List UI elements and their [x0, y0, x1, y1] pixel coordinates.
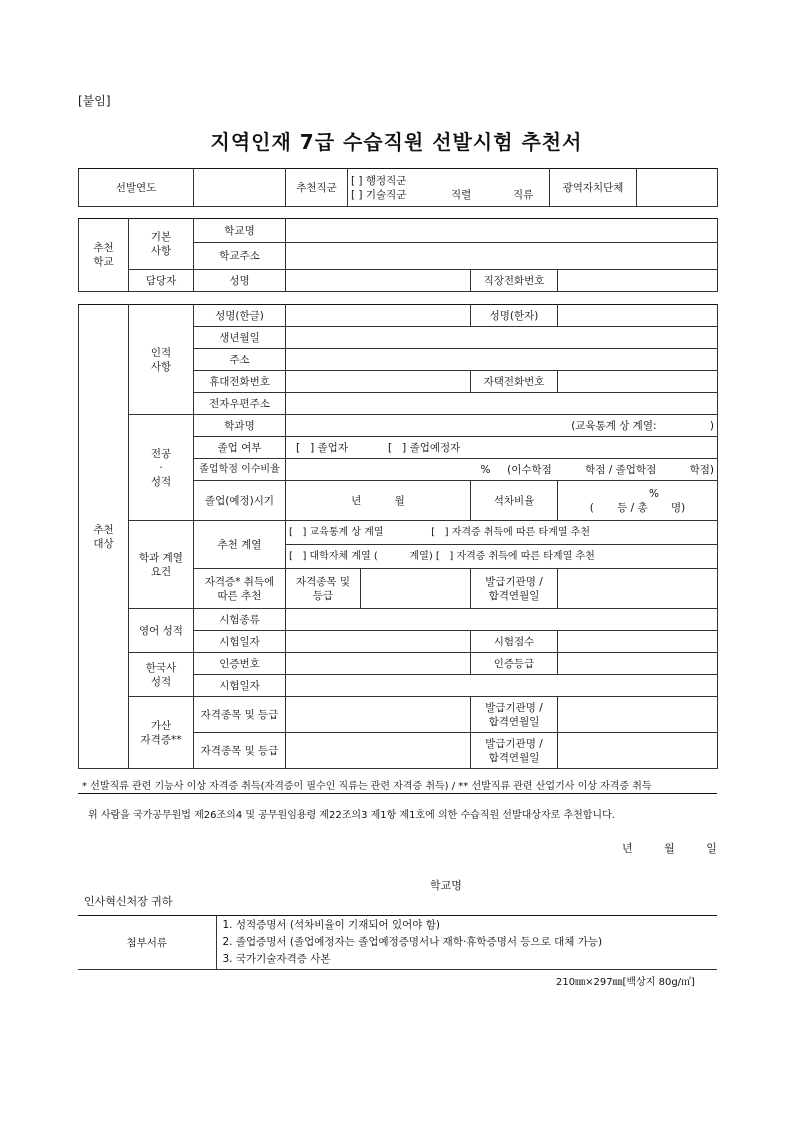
- school-name-sign: 학교명: [430, 879, 462, 892]
- name-han-label: 성명(한자): [471, 305, 558, 327]
- rec-field-row2[interactable]: [ ] 대학자체 계열 ( 계열) [ ] 자격증 취득에 따른 타계열 추천: [286, 545, 718, 569]
- bonus-issuer-label-2: 발급기관명 / 합격연월일: [471, 733, 558, 769]
- english-score-field[interactable]: [558, 631, 718, 653]
- english-type-label: 시험종류: [194, 609, 286, 631]
- history-date-field[interactable]: [286, 675, 718, 697]
- history-certno-field[interactable]: [286, 653, 471, 675]
- job-admin: [ ] 행정직군: [351, 174, 407, 187]
- bonus-kind-field-1[interactable]: [286, 697, 471, 733]
- footnote-divider: [78, 793, 717, 794]
- school-basic-label: 기본 사항: [129, 219, 194, 270]
- rank-value: ( 등 / 총 명): [589, 501, 686, 514]
- rank-field[interactable]: [558, 481, 718, 521]
- rec-field-label: 추천 계열: [194, 521, 286, 569]
- job-tech: [ ] 기술직군: [351, 188, 407, 201]
- history-date-label: 시험일자: [194, 675, 286, 697]
- grad-time-field[interactable]: 년 월: [286, 481, 471, 521]
- address-field[interactable]: [286, 349, 718, 371]
- birth-label: 생년월일: [194, 327, 286, 349]
- bonus-group-label: 가산 자격증**: [129, 697, 194, 769]
- region-value[interactable]: [637, 169, 718, 207]
- staff-phone-label: 직장전화번호: [471, 270, 558, 292]
- bonus-kind-field-2[interactable]: [286, 733, 471, 769]
- field-group-label: 학과 계열 요건: [129, 521, 194, 609]
- mobile-label: 휴대전화번호: [194, 371, 286, 393]
- candidate-section-label: 추천 대상: [79, 305, 129, 769]
- major-group-label: 전공 · 성적: [129, 415, 194, 521]
- bonus-kind-label-2: 자격종목 및 등급: [194, 733, 286, 769]
- rank-pct: %: [649, 487, 659, 500]
- birth-field[interactable]: [286, 327, 718, 349]
- school-section-label: 추천 학교: [79, 219, 129, 292]
- staff-name-label: 성명: [194, 270, 286, 292]
- history-certno-label: 인증번호: [194, 653, 286, 675]
- year-label: 선발연도: [79, 169, 194, 207]
- english-date-label: 시험일자: [194, 631, 286, 653]
- recommend-sentence: 위 사람을 국가공무원법 제26조의4 및 공무원임용령 제22조의3 제1항 제1호에 의한 수습직원 선발대상자로 추천합니다.: [88, 810, 615, 821]
- job-field: 직류: [513, 188, 534, 201]
- paper-spec: 210㎜×297㎜[백상지 80g/㎡]: [556, 977, 695, 988]
- job-series: 직렬: [451, 188, 472, 201]
- school-address-label: 학교주소: [194, 243, 286, 270]
- english-type-field[interactable]: [286, 609, 718, 631]
- attachment-item-2: 2. 졸업증명서 (졸업예정자는 졸업예정증명서나 재학·휴학증명서 등으로 대체 가능): [222, 936, 603, 948]
- rec-field-row1[interactable]: [ ] 교육통계 상 계열 [ ] 자격증 취득에 따른 타계열 추천: [286, 521, 718, 545]
- english-score-label: 시험점수: [471, 631, 558, 653]
- grad-label: 졸업 여부: [194, 437, 286, 459]
- attachments-list: [216, 916, 717, 970]
- cert-issuer-label: 발급기관명 / 합격연월일: [471, 569, 558, 609]
- bonus-issuer-label-1: 발급기관명 / 합격연월일: [471, 697, 558, 733]
- grad-time-label: 졸업(예정)시기: [194, 481, 286, 521]
- cert-kind-label: 자격종목 및 등급: [286, 569, 361, 609]
- cert-kind-field[interactable]: [361, 569, 471, 609]
- name-kor-label: 성명(한글): [194, 305, 286, 327]
- english-group-label: 영어 성적: [129, 609, 194, 653]
- school-name-label: 학교명: [194, 219, 286, 243]
- credit-field[interactable]: % (이수학점 학점 / 졸업학점 학점): [286, 459, 718, 481]
- staff-name-field[interactable]: [286, 270, 471, 292]
- email-label: 전자우편주소: [194, 393, 286, 415]
- job-options[interactable]: [348, 169, 550, 207]
- history-grade-field[interactable]: [558, 653, 718, 675]
- region-label: 광역자치단체: [550, 169, 637, 207]
- staff-label: 담당자: [129, 270, 194, 292]
- bonus-kind-label-1: 자격종목 및 등급: [194, 697, 286, 733]
- attachments-table: [78, 915, 717, 970]
- personal-group-label: 인적 사항: [129, 305, 194, 415]
- school-name-field[interactable]: [286, 219, 718, 243]
- page-title: 지역인재 7급 수습직원 선발시험 추천서: [210, 130, 583, 154]
- dept-label: 학과명: [194, 415, 286, 437]
- email-field[interactable]: [286, 393, 718, 415]
- recipient: 인사혁신처장 귀하: [84, 895, 173, 908]
- home-phone-label: 자택전화번호: [471, 371, 558, 393]
- footnote: * 선발직류 관련 기능사 이상 자격증 취득(자격증이 필수인 직류는 관련 자격증 취득) / ** 선발직류 관련 산업기사 이상 자격증 취득: [82, 781, 652, 792]
- history-group-label: 한국사 성적: [129, 653, 194, 697]
- attachment-item-3: 3. 국가기술자격증 사본: [222, 953, 331, 965]
- bonus-issuer-field-1[interactable]: [558, 697, 718, 733]
- rank-label: 석차비율: [471, 481, 558, 521]
- attachment-label: [붙임]: [78, 94, 111, 108]
- staff-phone-field[interactable]: [558, 270, 718, 292]
- year-value[interactable]: [194, 169, 286, 207]
- credit-label: 졸업학점 이수비율: [194, 459, 286, 481]
- attachments-label: 첨부서류: [78, 916, 216, 970]
- cert-issuer-field[interactable]: [558, 569, 718, 609]
- attachment-item-1: 1. 성적증명서 (석차비율이 기재되어 있어야 함): [222, 919, 440, 931]
- cert-label: 자격증* 취득에 따른 추천: [194, 569, 286, 609]
- address-label: 주소: [194, 349, 286, 371]
- grad-field[interactable]: [ ] 졸업자 [ ] 졸업예정자: [286, 437, 718, 459]
- english-date-field[interactable]: [286, 631, 471, 653]
- home-phone-field[interactable]: [558, 371, 718, 393]
- bonus-issuer-field-2[interactable]: [558, 733, 718, 769]
- job-label: 추천직군: [286, 169, 348, 207]
- name-han-field[interactable]: [558, 305, 718, 327]
- header-table: [78, 168, 718, 207]
- mobile-field[interactable]: [286, 371, 471, 393]
- history-grade-label: 인증등급: [471, 653, 558, 675]
- candidate-table: [78, 304, 718, 769]
- dept-field[interactable]: (교육통계 상 계열: ): [286, 415, 718, 437]
- date-line: 년 월 일: [622, 842, 717, 855]
- school-address-field[interactable]: [286, 243, 718, 270]
- name-kor-field[interactable]: [286, 305, 471, 327]
- school-table: [78, 218, 718, 292]
